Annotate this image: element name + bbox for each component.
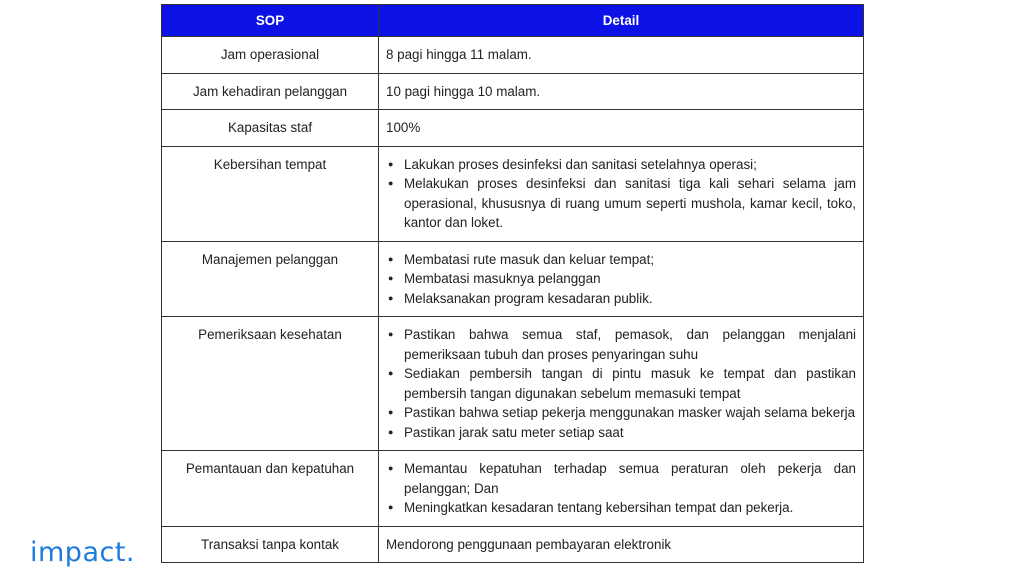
list-item: ● Sediakan pembersih tangan di pintu masuk ke tempat dan pastikan pembersih tangan digunakan sebelum memasuki tempat (386, 364, 856, 403)
sop-table (161, 4, 864, 563)
table-row (162, 451, 864, 527)
bullet-list (386, 459, 856, 518)
row-label: Manajemen pelanggan (162, 241, 379, 317)
table-row (162, 526, 864, 563)
list-item: ● Meningkatkan kesadaran tentang kebersihan tempat dan pekerja. (386, 498, 856, 518)
list-item: ● Pastikan bahwa setiap pekerja menggunakan masker wajah selama bekerja (386, 403, 856, 423)
row-detail: 8 pagi hingga 11 malam. (379, 37, 864, 74)
list-item: ● Pastikan jarak satu meter setiap saat (386, 423, 856, 443)
table-row (162, 146, 864, 241)
bullet-list (386, 325, 856, 442)
row-label: Pemeriksaan kesehatan (162, 317, 379, 451)
bullet-list (386, 155, 856, 233)
header-detail: Detail (379, 5, 864, 37)
row-label: Pemantauan dan kepatuhan (162, 451, 379, 527)
table-row (162, 73, 864, 110)
list-item: ● Pastikan bahwa semua staf, pemasok, dan pelanggan menjalani pemeriksaan tubuh dan proses penyaringan suhu (386, 325, 856, 364)
row-detail (379, 146, 864, 241)
list-item: ● Membatasi masuknya pelanggan (386, 269, 856, 289)
list-item: ● Melakukan proses desinfeksi dan sanitasi tiga kali sehari selama jam operasional, khususnya di ruang umum seperti mushola, kamar kecil, toko, kantor dan loket. (386, 174, 856, 233)
row-label: Kebersihan tempat (162, 146, 379, 241)
row-detail (379, 451, 864, 527)
table-row (162, 110, 864, 147)
header-row (162, 5, 864, 37)
list-item: ● Lakukan proses desinfeksi dan sanitasi setelahnya operasi; (386, 155, 856, 175)
table-row (162, 241, 864, 317)
list-item: ● Melaksanakan program kesadaran publik. (386, 289, 856, 309)
row-label: Jam operasional (162, 37, 379, 74)
bullet-list (386, 250, 856, 309)
list-item: ● Membatasi rute masuk dan keluar tempat; (386, 250, 856, 270)
table-row (162, 37, 864, 74)
impact-logo: impact. (30, 537, 136, 568)
row-detail: 10 pagi hingga 10 malam. (379, 73, 864, 110)
list-item: ● Memantau kepatuhan terhadap semua peraturan oleh pekerja dan pelanggan; Dan (386, 459, 856, 498)
header-sop: SOP (162, 5, 379, 37)
row-label: Kapasitas staf (162, 110, 379, 147)
row-label: Jam kehadiran pelanggan (162, 73, 379, 110)
table-row (162, 317, 864, 451)
row-detail (379, 317, 864, 451)
row-detail: Mendorong penggunaan pembayaran elektronik (379, 526, 864, 563)
row-detail (379, 241, 864, 317)
row-label: Transaksi tanpa kontak (162, 526, 379, 563)
row-detail: 100% (379, 110, 864, 147)
